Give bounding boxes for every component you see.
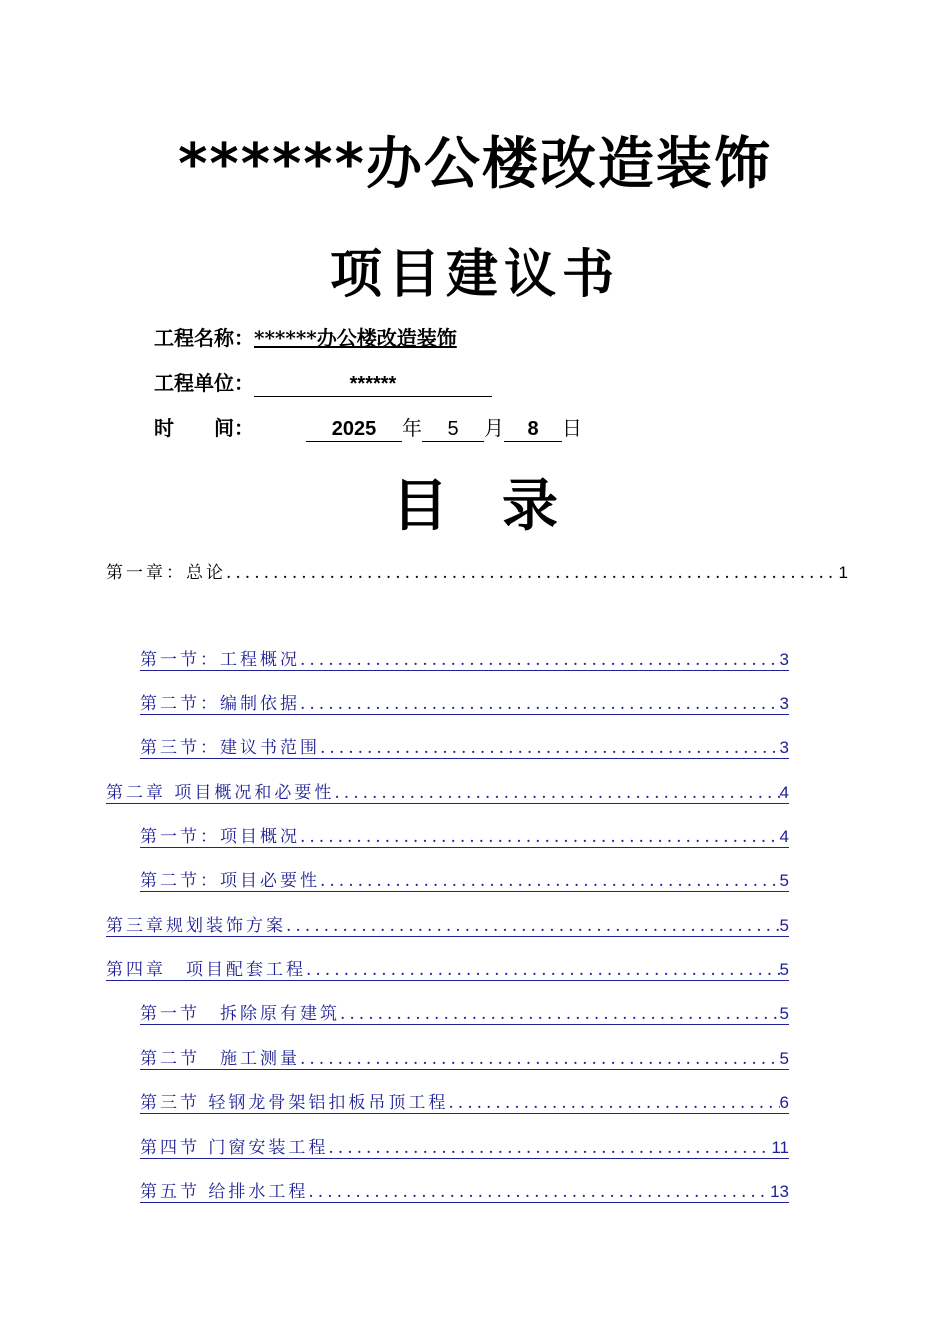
project-unit-value: ****** — [254, 373, 492, 397]
toc-entry-page: 5 — [779, 1004, 789, 1023]
toc-entry[interactable] — [140, 1088, 789, 1114]
date-month: 5 — [422, 418, 484, 442]
toc-entry-page: 3 — [779, 694, 789, 713]
day-unit: 日 — [562, 416, 582, 440]
document-title-line2: 项目建议书 — [329, 244, 620, 305]
toc-entry-page: 6 — [779, 1093, 789, 1112]
toc-entry-page: 5 — [779, 871, 789, 890]
toc-entry-page: 5 — [779, 960, 789, 979]
project-unit-row — [154, 367, 492, 397]
time-row — [154, 412, 582, 442]
toc-entry[interactable] — [106, 558, 848, 583]
toc-entry-text: 第三章规划装饰方案 — [106, 916, 286, 936]
toc-entry-text: 第一节：项目概况 — [140, 827, 300, 847]
toc-entry-text: 第四节 门窗安装工程 — [140, 1138, 329, 1158]
toc-entry[interactable] — [106, 911, 789, 937]
toc-entry-text: 第一节：工程概况 — [140, 650, 300, 670]
toc-entry-page: 5 — [779, 916, 789, 935]
toc-entry[interactable] — [140, 999, 789, 1025]
toc-entry-text: 第四章 项目配套工程 — [106, 960, 306, 980]
toc-entry[interactable] — [140, 1177, 789, 1203]
toc-entry-text: 第五节 给排水工程 — [140, 1182, 309, 1202]
toc-entry-text: 第一章：总论 — [106, 563, 226, 583]
project-name-label: 工程名称： — [154, 326, 254, 350]
toc-heading — [0, 462, 950, 542]
toc-entry-page: 11 — [771, 1138, 789, 1157]
project-name-row — [154, 322, 457, 351]
toc-entry-page: 3 — [779, 738, 789, 757]
toc-entry-text: 第二节 施工测量 — [140, 1049, 300, 1069]
toc-heading-char-2: 录 — [502, 474, 558, 539]
toc-entry[interactable] — [106, 955, 789, 981]
toc-entry[interactable] — [140, 689, 789, 715]
toc-entry-page: 5 — [779, 1049, 789, 1068]
toc-entry-page: 4 — [779, 827, 789, 846]
toc-heading-char-1: 目 — [392, 474, 448, 539]
toc-entry-text: 第三节：建议书范围 — [140, 738, 320, 758]
date-year: 2025 — [306, 418, 402, 442]
date-day: 8 — [504, 418, 562, 442]
year-unit: 年 — [402, 416, 422, 440]
time-label: 时 间： — [154, 416, 254, 440]
toc-entry[interactable] — [106, 778, 789, 804]
toc-entry[interactable] — [140, 1044, 789, 1070]
toc-entry-text: 第二节：项目必要性 — [140, 871, 320, 891]
toc-entry-text: 第二节：编制依据 — [140, 694, 300, 714]
toc-entry-text: 第一节 拆除原有建筑 — [140, 1004, 340, 1024]
toc-entry-text: 第二章 项目概况和必要性 — [106, 783, 335, 803]
toc-entry-page: 1 — [838, 563, 848, 582]
month-unit: 月 — [484, 416, 504, 440]
toc-entry[interactable] — [140, 733, 789, 759]
toc-entry[interactable] — [140, 645, 789, 671]
toc-entry[interactable] — [140, 1133, 789, 1159]
toc-entry-page: 3 — [779, 650, 789, 669]
toc-entry-page: 13 — [770, 1182, 789, 1201]
project-unit-label: 工程单位： — [154, 371, 254, 395]
toc-entry[interactable] — [140, 866, 789, 892]
toc-entry-page: 4 — [779, 783, 789, 802]
document-title-line1: ******办公楼改造装饰 — [178, 132, 772, 197]
project-name-value: ******办公楼改造装饰 — [254, 326, 457, 350]
toc-entry[interactable] — [140, 822, 789, 848]
toc-entry-text: 第三节 轻钢龙骨架铝扣板吊顶工程 — [140, 1093, 449, 1113]
